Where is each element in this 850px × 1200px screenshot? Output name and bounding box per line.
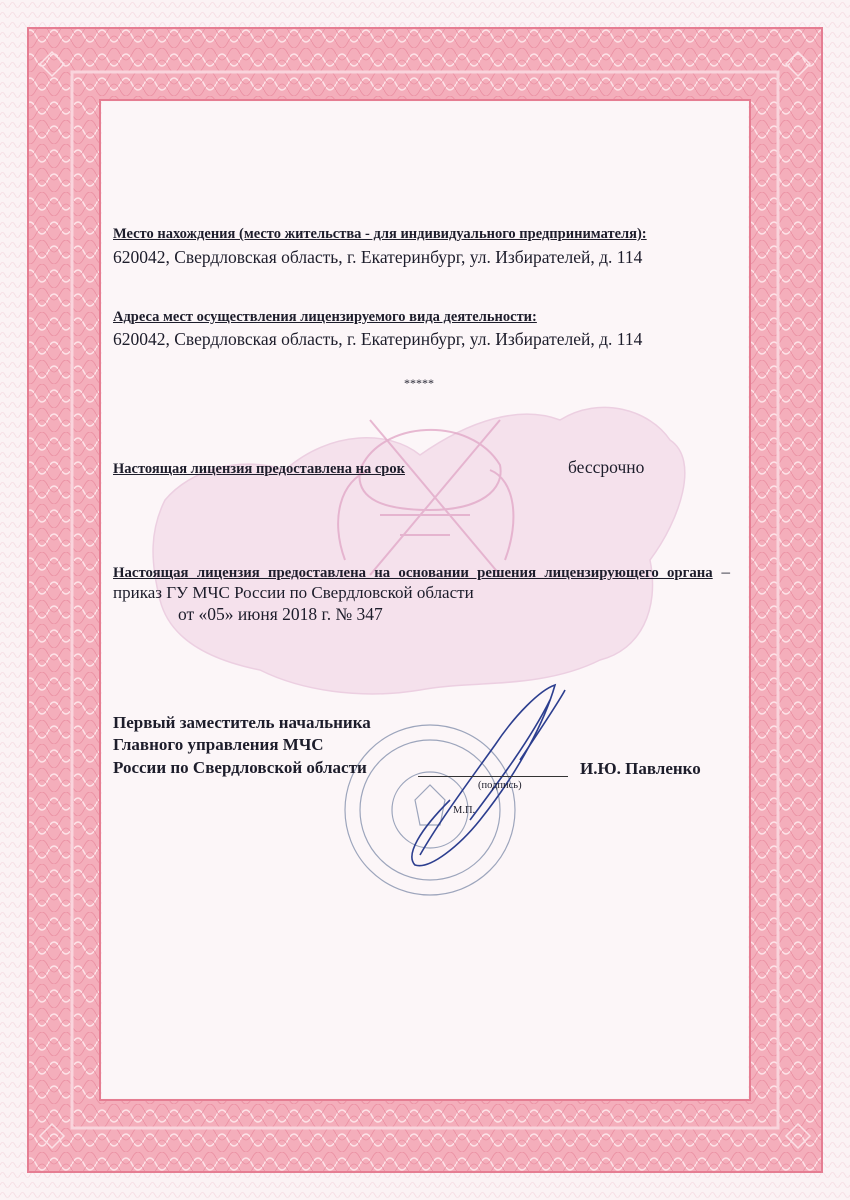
signature-caption: (подпись) [478,780,522,791]
signatory-position-line1: Первый заместитель начальника [113,713,371,732]
basis-paragraph [113,562,730,603]
signatory-position-line3: России по Свердловской области [113,758,367,777]
activity-address-value: 620042, Свердловская область, г. Екатеринбург, ул. Избирателей, д. 114 [113,329,643,349]
location-label: Место нахождения (место жительства - для индивидуального предпринимателя): [113,226,647,242]
stamp-caption: М.П. [453,805,476,816]
location-value: 620042, Свердловская область, г. Екатеринбург, ул. Избирателей, д. 114 [113,247,643,267]
signatory-position-line2: Главного управления МЧС [113,735,324,754]
activity-address-label: Адреса мест осуществления лицензируемого вида деятельности: [113,309,537,325]
signature-line [418,776,568,777]
basis-value: приказ ГУ МЧС России по Свердловской области [113,583,474,602]
signatory-name: И.Ю. Павленко [580,759,701,778]
basis-dash: – [712,562,731,581]
term-value: бессрочно [568,457,645,477]
basis-date: от «05» июня 2018 г. № 347 [178,604,383,624]
term-label: Настоящая лицензия предоставлена на срок [113,461,405,477]
separator: ***** [404,376,434,390]
basis-label: Настоящая лицензия предоставлена на основании решения лицензирующего органа [113,565,713,581]
